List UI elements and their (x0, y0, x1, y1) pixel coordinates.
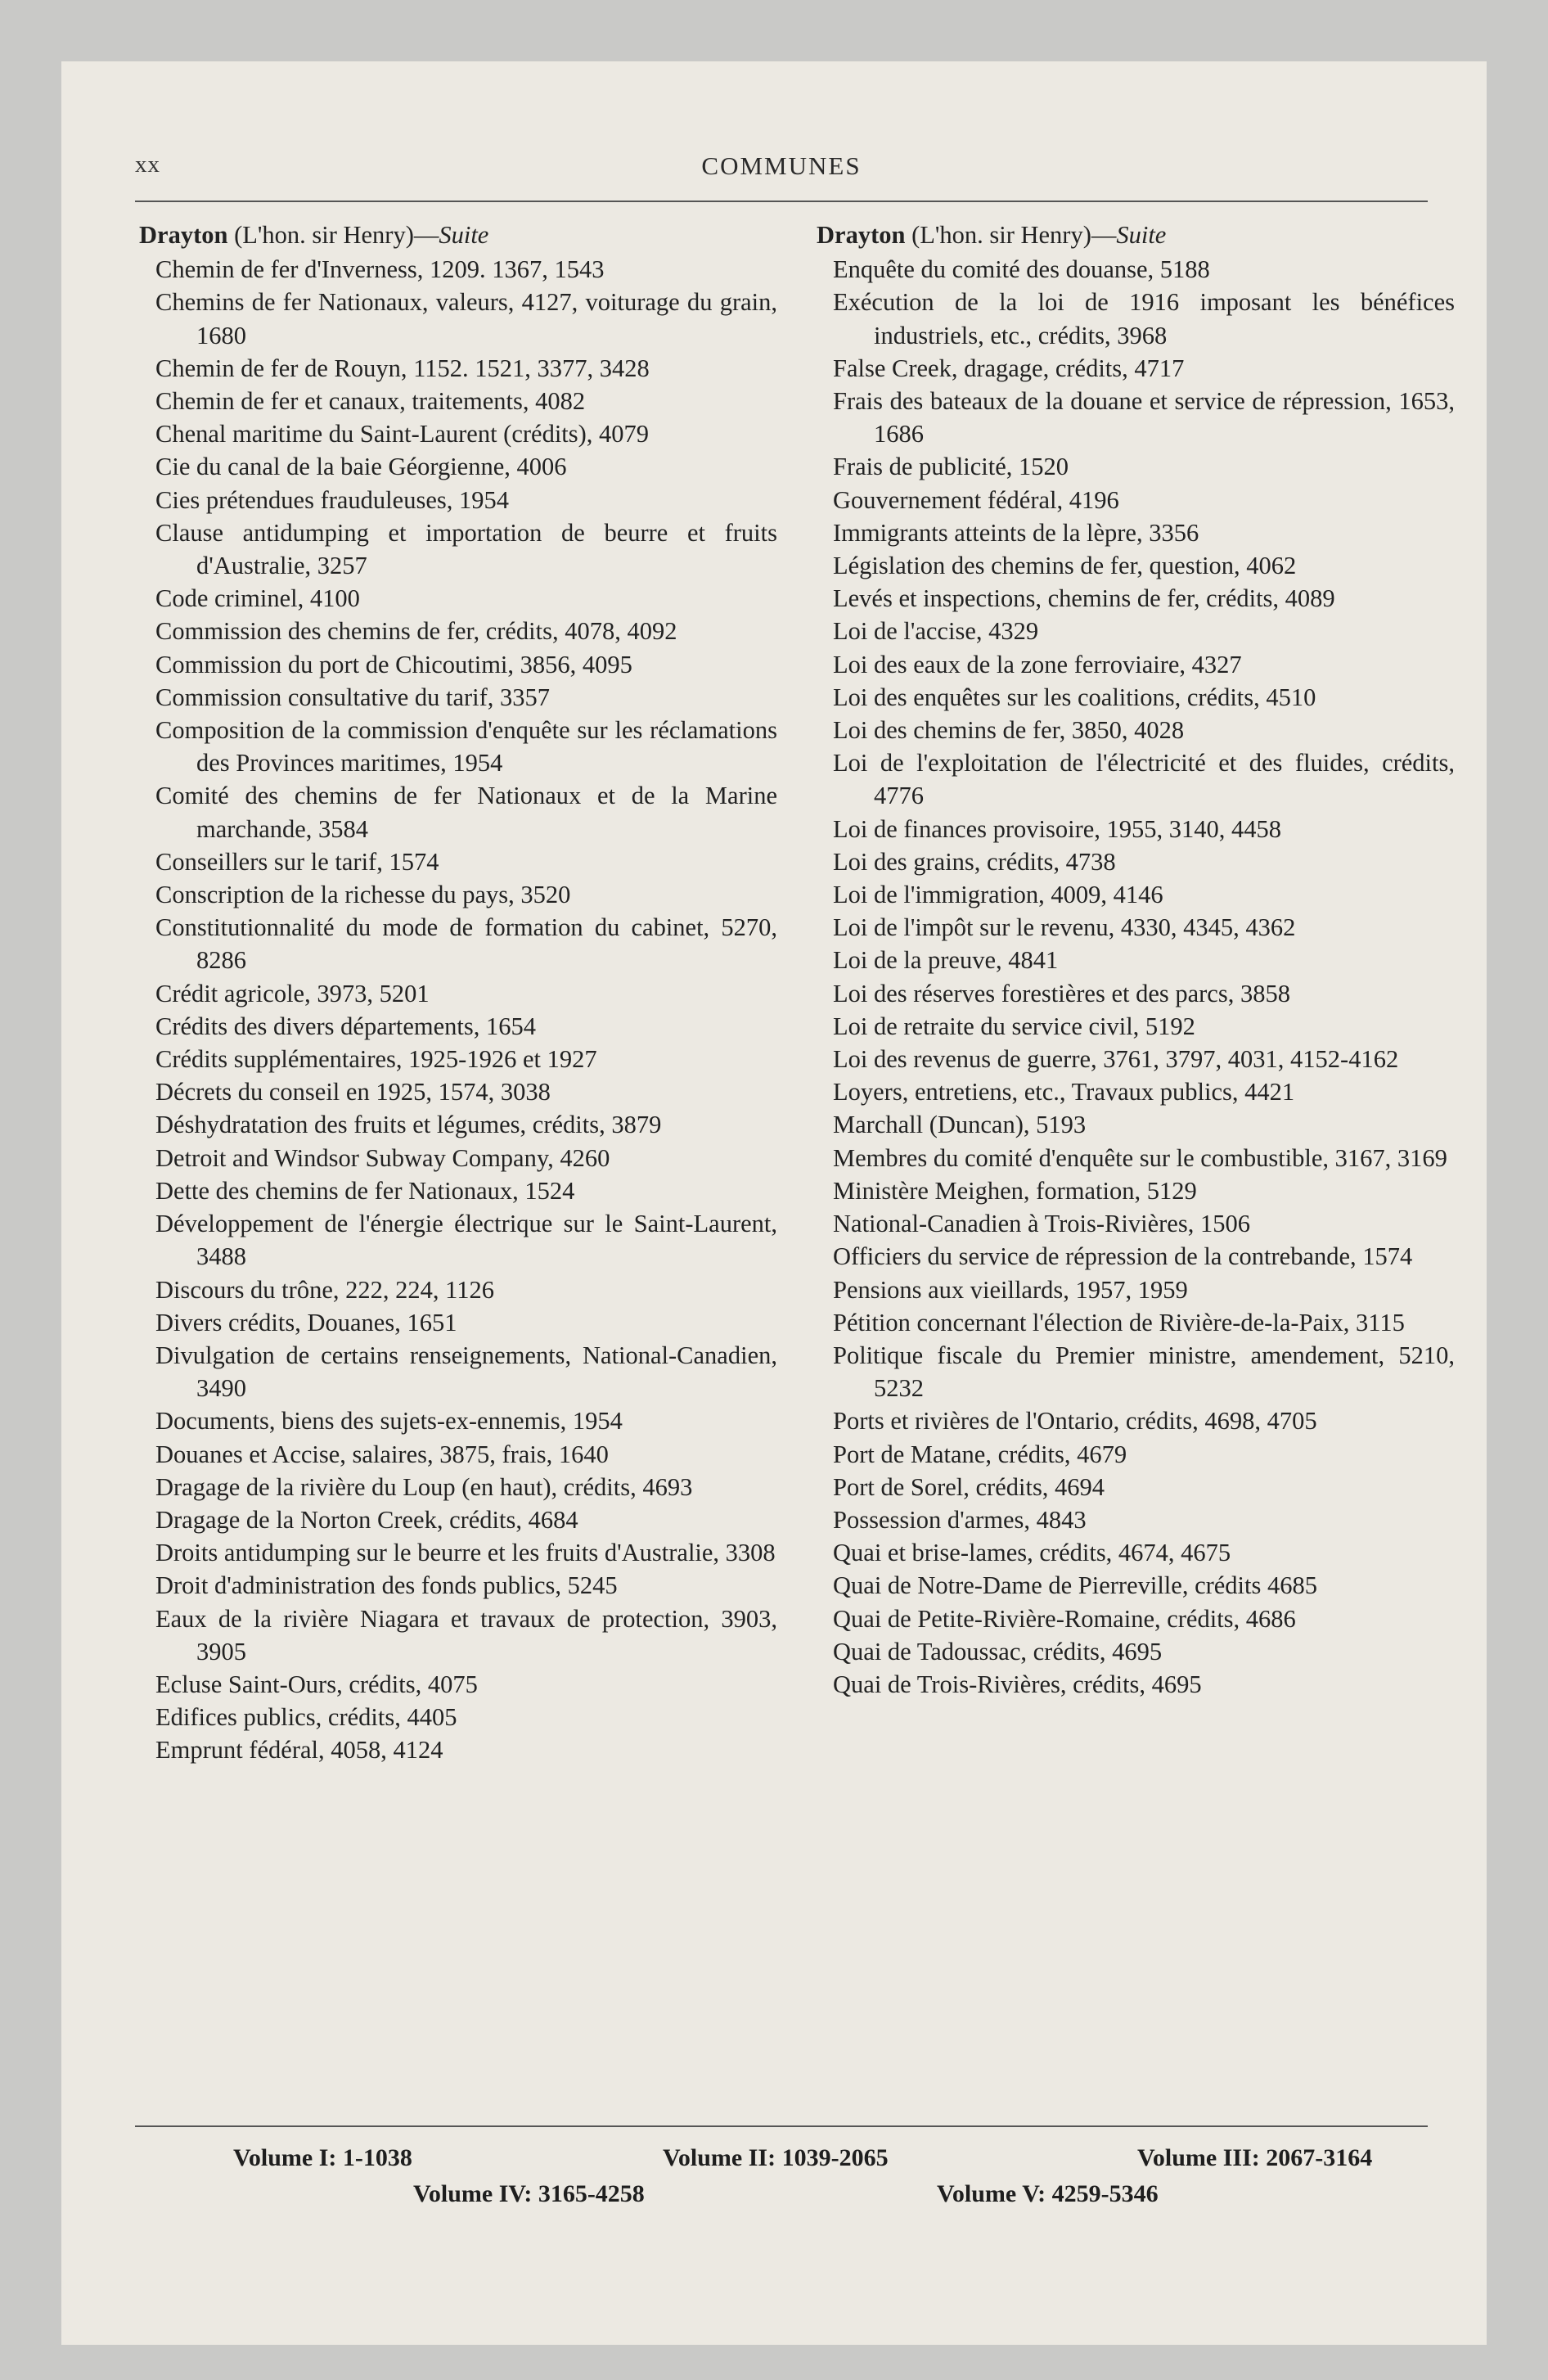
index-entry: Crédits supplémentaires, 1925-1926 et 1927 (155, 1045, 597, 1074)
left-column-heading (139, 219, 777, 251)
heading-name: Drayton (139, 221, 228, 249)
index-entry: Droit d'administration des fonds publics, 5245 (155, 1571, 618, 1600)
index-entry: Documents, biens des sujets-ex-ennemis, 1954 (155, 1407, 623, 1436)
index-entry: Ports et rivières de l'Ontario, crédits, 4698, 4705 (833, 1407, 1317, 1436)
index-entry: Dragage de la Norton Creek, crédits, 4684 (155, 1505, 578, 1534)
volume-4: Volume IV: 3165-4258 (413, 2180, 645, 2207)
left-entries (139, 253, 777, 1766)
index-entry: Conseillers sur le tarif, 1574 (155, 847, 439, 876)
running-head (135, 151, 1428, 201)
index-entry: Chemins de fer Nationaux, valeurs, 4127, voiturage du grain, 1680 (155, 288, 777, 349)
index-entry: Loyers, entretiens, etc., Travaux publics, 4421 (833, 1078, 1295, 1107)
index-entry: National-Canadien à Trois-Rivières, 1506 (833, 1210, 1250, 1238)
right-entries (817, 253, 1455, 1701)
page-number: xx (135, 151, 160, 178)
index-entry: Développement de l'énergie électrique sur le Saint-Laurent, 3488 (155, 1210, 777, 1271)
index-entry: Loi des eaux de la zone ferroviaire, 4327 (833, 650, 1242, 678)
volume-1: Volume I: 1-1038 (233, 2144, 412, 2171)
index-entry: Quai et brise-lames, crédits, 4674, 4675 (833, 1539, 1231, 1567)
heading-title: (L'hon. sir Henry)— (905, 221, 1117, 249)
index-entry: Crédits des divers départements, 1654 (155, 1012, 537, 1040)
index-entry: Chemin de fer et canaux, traitements, 4082 (155, 387, 586, 416)
index-entry: Ministère Meighen, formation, 5129 (833, 1176, 1197, 1205)
volume-2: Volume II: 1039-2065 (663, 2144, 889, 2171)
index-entry: Commission consultative du tarif, 3357 (155, 683, 551, 711)
section-title: COMMUNES (701, 151, 862, 180)
index-entry: Loi de retraite du service civil, 5192 (833, 1012, 1195, 1040)
index-entry: Membres du comité d'enquête sur le combustible, 3167, 3169 (833, 1143, 1447, 1172)
index-entry: Crédit agricole, 3973, 5201 (155, 979, 430, 1007)
header-rule (135, 201, 1428, 202)
index-entry: Loi de l'accise, 4329 (833, 617, 1039, 646)
index-entry: Commission du port de Chicoutimi, 3856, 4095 (155, 650, 632, 678)
index-entry: Discours du trône, 222, 224, 1126 (155, 1275, 494, 1304)
index-entry: Droits antidumping sur le beurre et les fruits d'Australie, 3308 (155, 1539, 776, 1567)
index-entry: Pensions aux vieillards, 1957, 1959 (833, 1275, 1188, 1304)
index-entry: Detroit and Windsor Subway Company, 4260 (155, 1143, 610, 1172)
index-entry: Ecluse Saint-Ours, crédits, 4075 (155, 1670, 478, 1698)
volume-index (135, 2144, 1428, 2216)
index-entry: Levés et inspections, chemins de fer, crédits, 4089 (833, 584, 1335, 613)
heading-title: (L'hon. sir Henry)— (227, 221, 439, 249)
index-entry: Marchall (Duncan), 5193 (833, 1111, 1087, 1139)
index-entry: Emprunt fédéral, 4058, 4124 (155, 1736, 443, 1765)
index-entry: Comité des chemins de fer Nationaux et de la Marine marchande, 3584 (155, 782, 777, 843)
index-entry: Quai de Notre-Dame de Pierreville, crédits 4685 (833, 1571, 1317, 1600)
index-entry: Gouvernement fédéral, 4196 (833, 485, 1119, 514)
index-entry: Dragage de la rivière du Loup (en haut), crédits, 4693 (155, 1472, 693, 1501)
index-entry: Cies prétendues frauduleuses, 1954 (155, 485, 509, 514)
index-entry: Conscription de la richesse du pays, 3520 (155, 881, 571, 909)
volume-5: Volume V: 4259-5346 (937, 2180, 1159, 2207)
heading-suite: Suite (439, 221, 489, 249)
index-entry: Frais de publicité, 1520 (833, 453, 1069, 481)
index-entry: Port de Matane, crédits, 4679 (833, 1440, 1127, 1468)
heading-suite: Suite (1116, 221, 1167, 249)
heading-name: Drayton (817, 221, 906, 249)
index-entry: Cie du canal de la baie Géorgienne, 4006 (155, 453, 567, 481)
index-entry: Quai de Petite-Rivière-Romaine, crédits, 4686 (833, 1604, 1296, 1633)
index-entry: Loi des revenus de guerre, 3761, 3797, 4031, 4152-4162 (833, 1045, 1399, 1074)
page (61, 61, 1487, 2345)
index-entry: Quai de Tadoussac, crédits, 4695 (833, 1637, 1163, 1666)
index-entry: Loi de finances provisoire, 1955, 3140, 4458 (833, 814, 1282, 843)
left-column (139, 219, 777, 1767)
index-entry: Divulgation de certains renseignements, National-Canadien, 3490 (155, 1341, 777, 1403)
index-entry: False Creek, dragage, crédits, 4717 (833, 354, 1185, 382)
index-entry: Eaux de la rivière Niagara et travaux de protection, 3903, 3905 (155, 1604, 777, 1666)
index-entry: Enquête du comité des douanse, 5188 (833, 255, 1210, 284)
index-entry: Port de Sorel, crédits, 4694 (833, 1472, 1105, 1501)
index-entry: Chenal maritime du Saint-Laurent (crédits), 4079 (155, 420, 650, 449)
index-entry: Exécution de la loi de 1916 imposant les bénéfices industriels, etc., crédits, 3968 (833, 288, 1455, 349)
index-entry: Immigrants atteints de la lèpre, 3356 (833, 518, 1199, 547)
index-entry: Loi des grains, crédits, 4738 (833, 847, 1116, 876)
index-entry: Commission des chemins de fer, crédits, 4078, 4092 (155, 617, 677, 646)
index-entry: Constitutionnalité du mode de formation du cabinet, 5270, 8286 (155, 913, 777, 975)
index-entry: Loi de l'exploitation de l'électricité et des fluides, crédits, 4776 (833, 749, 1455, 810)
index-entry: Quai de Trois-Rivières, crédits, 4695 (833, 1670, 1202, 1698)
index-entry: Divers crédits, Douanes, 1651 (155, 1308, 457, 1336)
footer-rule (135, 2125, 1428, 2127)
index-entry: Edifices publics, crédits, 4405 (155, 1703, 457, 1732)
index-entry: Pétition concernant l'élection de Rivière-de-la-Paix, 3115 (833, 1308, 1405, 1336)
index-entry: Officiers du service de répression de la contrebande, 1574 (833, 1242, 1413, 1271)
right-column (817, 219, 1455, 1701)
index-entry: Code criminel, 4100 (155, 584, 360, 613)
index-entry: Loi de l'immigration, 4009, 4146 (833, 881, 1163, 909)
index-entry: Frais des bateaux de la douane et service de répression, 1653, 1686 (833, 387, 1455, 449)
index-entry: Chemin de fer d'Inverness, 1209. 1367, 1543 (155, 255, 605, 284)
index-entry: Loi de l'impôt sur le revenu, 4330, 4345, 4362 (833, 913, 1296, 942)
index-entry: Loi des enquêtes sur les coalitions, crédits, 4510 (833, 683, 1316, 711)
right-column-heading (817, 219, 1455, 251)
index-entry: Clause antidumping et importation de beurre et fruits d'Australie, 3257 (155, 518, 777, 580)
volume-3: Volume III: 2067-3164 (1137, 2144, 1373, 2171)
index-entry: Décrets du conseil en 1925, 1574, 3038 (155, 1078, 551, 1107)
index-entry: Politique fiscale du Premier ministre, amendement, 5210, 5232 (833, 1341, 1455, 1403)
index-entry: Loi de la preuve, 4841 (833, 946, 1059, 975)
index-entry: Douanes et Accise, salaires, 3875, frais, 1640 (155, 1440, 609, 1468)
index-entry: Loi des réserves forestières et des parcs, 3858 (833, 979, 1290, 1007)
index-entry: Déshydratation des fruits et légumes, crédits, 3879 (155, 1111, 662, 1139)
index-entry: Dette des chemins de fer Nationaux, 1524 (155, 1176, 575, 1205)
index-entry: Loi des chemins de fer, 3850, 4028 (833, 716, 1185, 745)
index-entry: Composition de la commission d'enquête sur les réclamations des Provinces maritimes, 1954 (155, 716, 777, 778)
index-entry: Chemin de fer de Rouyn, 1152. 1521, 3377, 3428 (155, 354, 650, 382)
index-entry: Possession d'armes, 4843 (833, 1505, 1087, 1534)
index-entry: Législation des chemins de fer, question, 4062 (833, 552, 1297, 580)
